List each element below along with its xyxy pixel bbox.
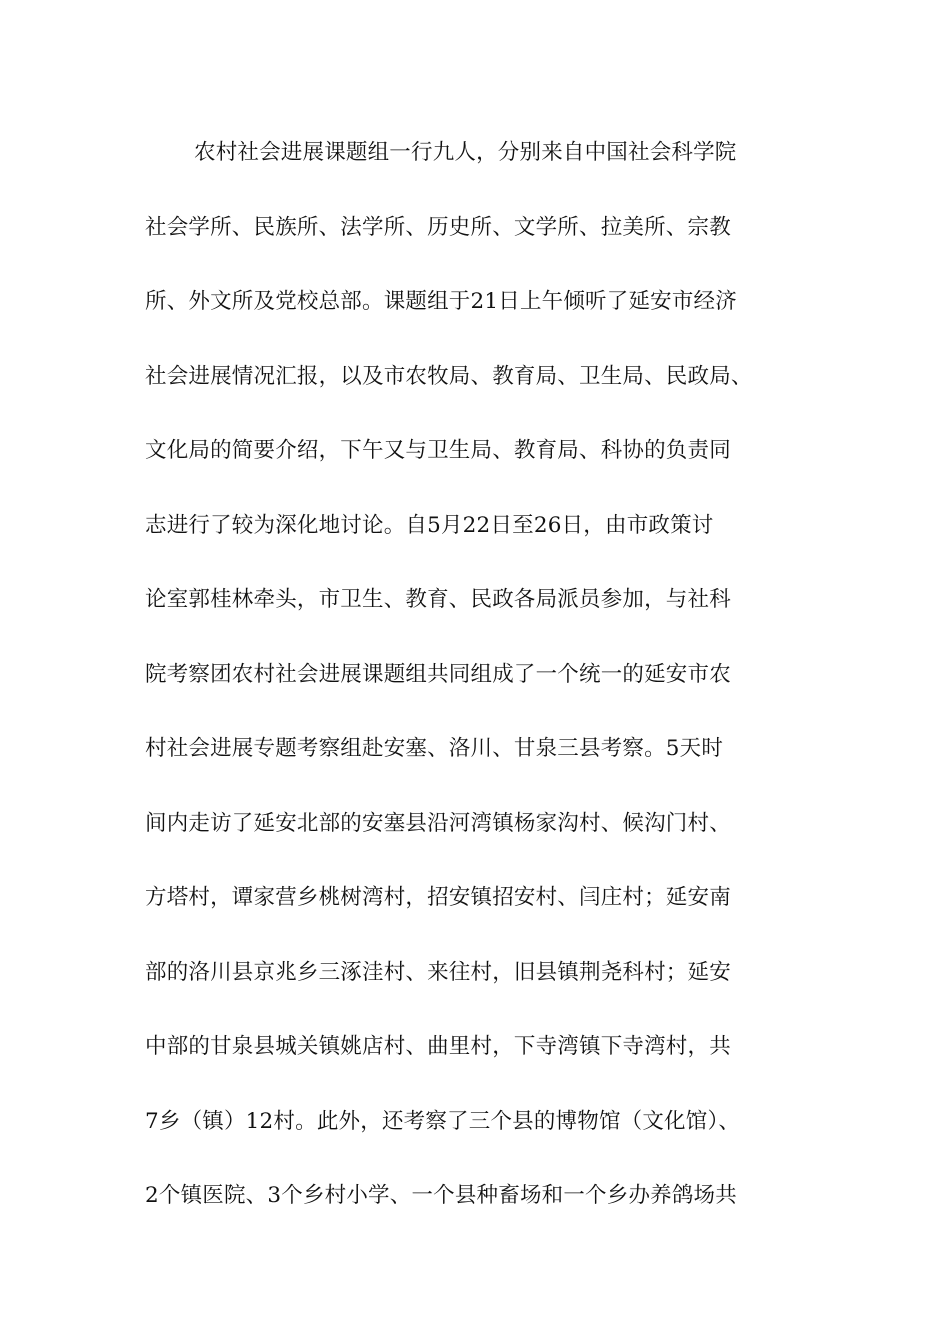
body-paragraph: [145, 131, 845, 1249]
text-line: 农村社会进展课题组一行九人，分别来自中国社会科学院: [194, 140, 737, 165]
text-line: 间内走访了延安北部的安塞县沿河湾镇杨家沟村、候沟门村、: [145, 810, 731, 836]
text-line: 文化局的简要介绍，下午又与卫生局、教育局、科协的负责同: [145, 438, 731, 463]
text-line: 部的洛川县京兆乡三涿洼村、来往村，旧县镇荆尧科村；延安: [145, 959, 731, 985]
text-line: 中部的甘泉县城关镇姚店村、曲里村，下寺湾镇下寺湾村，共: [145, 1034, 731, 1059]
text-line: 2个镇医院、3个乡村小学、一个县种畜场和一个乡办养鸽场共: [145, 1183, 737, 1208]
text-line: 方塔村，谭家营乡桃树湾村，招安镇招安村、闫庄村；延安南: [145, 885, 731, 910]
text-line: 论室郭桂林牵头，市卫生、教育、民政各局派员参加，与社科: [145, 587, 731, 612]
text-line: 社会学所、民族所、法学所、历史所、文学所、拉美所、宗教: [145, 214, 731, 240]
text-line: 社会进展情况汇报，以及市农牧局、教育局、卫生局、民政局、: [145, 363, 753, 389]
text-line: 村社会进展专题考察组赴安塞、洛川、甘泉三县考察。5天时: [145, 736, 724, 761]
text-line: 院考察团农村社会进展课题组共同组成了一个统一的延安市农: [145, 661, 731, 687]
text-line: 7乡（镇）12村。此外，还考察了三个县的博物馆（文化馆）、: [145, 1108, 741, 1134]
text-line: 所、外文所及党校总部。课题组于21日上午倾听了延安市经济: [145, 289, 737, 314]
text-line: 志进行了较为深化地讨论。自5月22日至26日，由市政策讨: [145, 512, 714, 538]
